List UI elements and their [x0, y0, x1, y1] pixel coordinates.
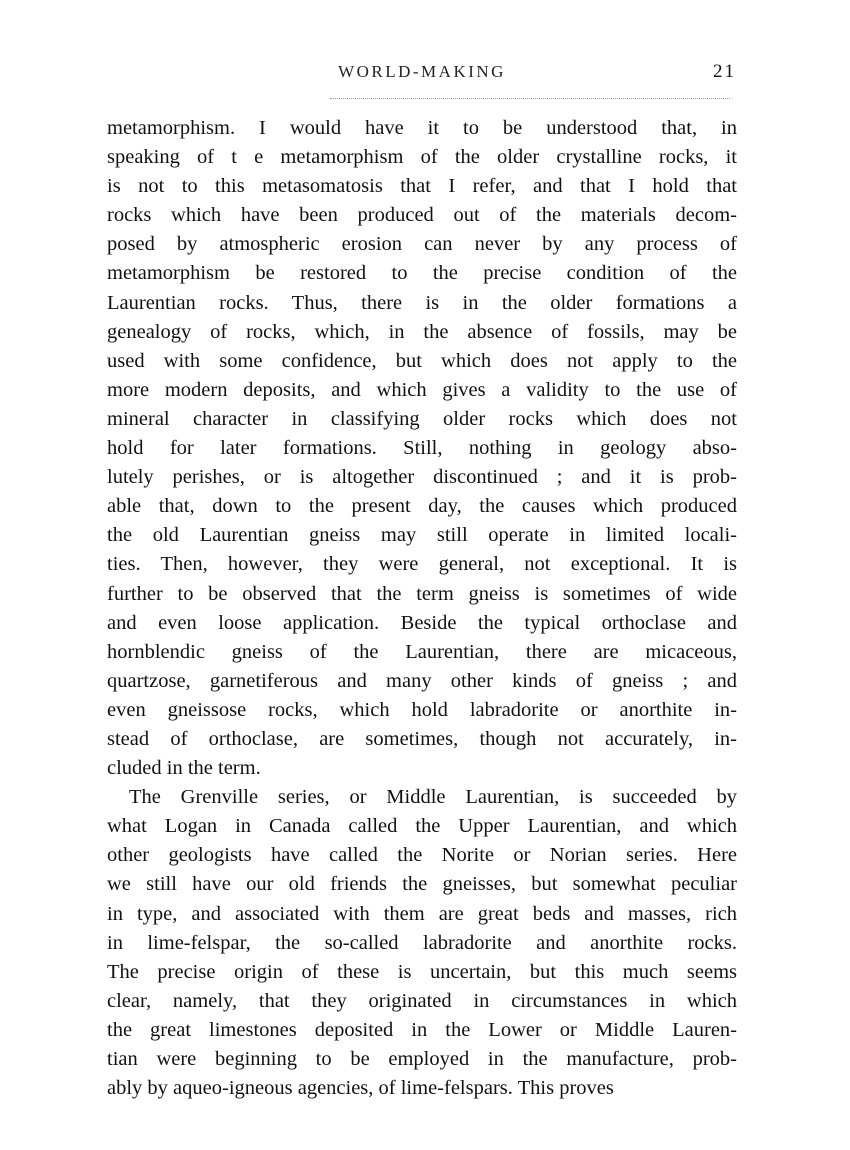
paragraph [107, 114, 737, 783]
running-title: WORLD-MAKING [338, 62, 506, 81]
text-line: the great limestones deposited in the Lower or Middle Lauren- [107, 1018, 737, 1041]
text-line: what Logan in Canada called the Upper Laurentian, and which [107, 815, 737, 838]
text-line: used with some confidence, but which does not apply to the [107, 349, 737, 372]
text-line: ably by aqueo-igneous agencies, of lime-felspars. This proves [107, 1077, 614, 1100]
text-line: Laurentian rocks. Thus, there is in the older formations a [107, 291, 737, 314]
text-line: hornblendic gneiss of the Laurentian, there are micaceous, [107, 640, 737, 663]
running-head [108, 62, 736, 86]
text-line: mineral character in classifying older rocks which does not [107, 407, 737, 430]
text-line: metamorphism. I would have it to be understood that, in [107, 117, 737, 139]
text-line: is not to this metasomatosis that I refer, and that I hold that [107, 175, 737, 198]
page-number: 21 [713, 61, 736, 82]
text-line: clear, namely, that they originated in circumstances in which [107, 989, 737, 1012]
text-line: posed by atmospheric erosion can never by any process of [107, 233, 737, 256]
text-line: hold for later formations. Still, nothing in geology abso- [107, 437, 737, 460]
text-line: genealogy of rocks, which, in the absence of fossils, may be [107, 320, 737, 343]
body-text [107, 114, 737, 1103]
text-line: The precise origin of these is uncertain, but this much seems [107, 960, 737, 983]
text-line: speaking of t e metamorphism of the older crystalline rocks, it [107, 146, 737, 169]
text-line: the old Laurentian gneiss may still operate in limited locali- [107, 524, 737, 547]
text-line: tian were beginning to be employed in the manufacture, prob- [107, 1048, 737, 1070]
text-line: lutely perishes, or is altogether discontinued ; and it is prob- [107, 466, 737, 489]
text-line: further to be observed that the term gneiss is sometimes of wide [107, 582, 737, 605]
text-line: we still have our old friends the gneisses, but somewhat peculiar [107, 873, 737, 896]
text-line: rocks which have been produced out of the materials decom- [107, 204, 737, 227]
text-line: able that, down to the present day, the causes which produced [107, 495, 737, 518]
paragraph-container [107, 114, 737, 1103]
text-line: more modern deposits, and which gives a validity to the use of [107, 378, 737, 401]
text-line: cluded in the term. [107, 757, 261, 780]
text-line: metamorphism be restored to the precise condition of the [107, 262, 737, 285]
text-line: and even loose application. Beside the typical orthoclase and [107, 611, 737, 634]
text-line: in lime-felspar, the so-called labradorite and anorthite rocks. [107, 931, 737, 954]
text-line: other geologists have called the Norite or Norian series. Here [107, 844, 737, 867]
paragraph [107, 783, 737, 1103]
text-line: even gneissose rocks, which hold labradorite or anorthite in- [107, 698, 737, 721]
text-line: ties. Then, however, they were general, not exceptional. It is [107, 553, 737, 576]
header-divider [330, 98, 730, 99]
text-line: stead of orthoclase, are sometimes, though not accurately, in- [107, 727, 737, 750]
text-line: The Grenville series, or Middle Laurentian, is succeeded by [129, 786, 737, 809]
text-line: in type, and associated with them are great beds and masses, rich [107, 902, 737, 925]
text-line: quartzose, garnetiferous and many other kinds of gneiss ; and [107, 669, 737, 692]
